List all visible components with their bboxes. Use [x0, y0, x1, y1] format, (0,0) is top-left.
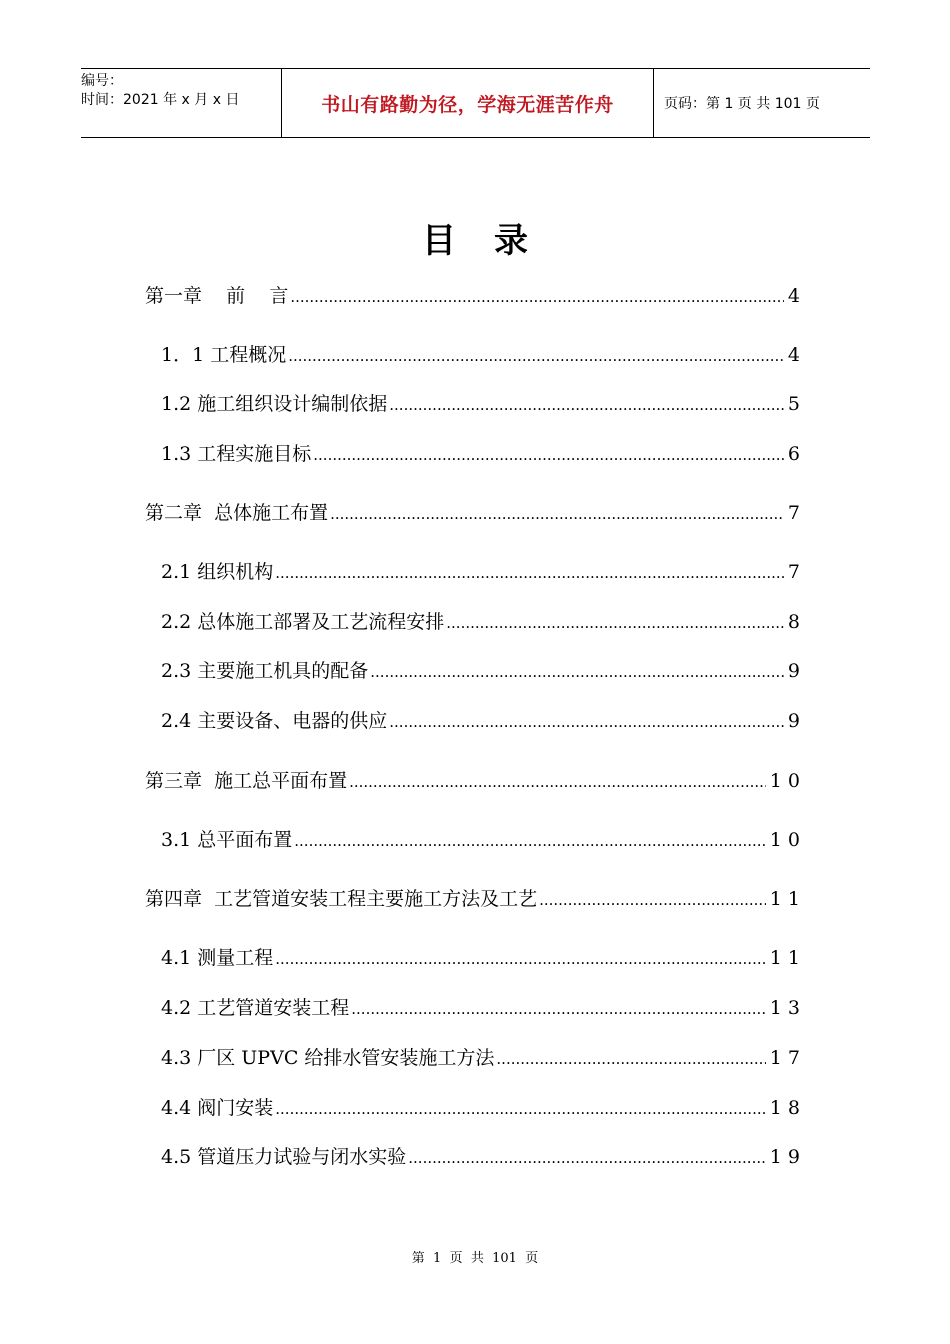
- toc-entry-label: 第三章 施工总平面布置: [145, 770, 348, 792]
- toc-entry-page: 1 1: [769, 947, 800, 969]
- toc-entry[interactable]: [161, 340, 800, 368]
- toc-entry-page: 6: [787, 443, 800, 465]
- toc-leader-dots: [290, 288, 784, 306]
- toc-leader-dots: [275, 564, 784, 582]
- toc-entry-label: 4.3 厂区 UPVC 给排水管安装施工方法: [161, 1047, 495, 1069]
- toc-entry[interactable]: [161, 607, 800, 635]
- toc-entry-page: 8: [787, 611, 800, 633]
- toc-entry[interactable]: [161, 557, 800, 585]
- toc-leader-dots: [408, 1149, 766, 1167]
- toc-entry[interactable]: [161, 1093, 800, 1121]
- toc-leader-dots: [288, 347, 784, 365]
- toc-entry-page: 1 1: [769, 888, 800, 910]
- toc-entry-page: 4: [787, 285, 800, 307]
- toc-entry-label: 3.1 总平面布置: [161, 829, 293, 851]
- toc-entry[interactable]: [145, 498, 800, 526]
- toc-entry-label: 4.5 管道压力试验与闭水实验: [161, 1146, 407, 1168]
- header-page-info: 页码：第 1 页 共 101 页: [664, 96, 820, 112]
- toc-entry-label: 1.3 工程实施目标: [161, 443, 312, 465]
- toc-entry-page: 9: [787, 660, 800, 682]
- document-number-label: 编号：: [81, 73, 123, 89]
- toc-leader-dots: [389, 396, 784, 414]
- toc-leader-dots: [313, 446, 784, 464]
- document-time-label: 时间：2021 年 x 月 x 日: [81, 92, 240, 108]
- toc-entry[interactable]: [161, 439, 800, 467]
- header-motto: 书山有路勤为径，学海无涯苦作舟: [321, 93, 614, 116]
- toc-entry-label: 2.4 主要设备、电器的供应: [161, 710, 388, 732]
- toc-leader-dots: [446, 614, 784, 632]
- toc-leader-dots: [389, 713, 784, 731]
- toc-entry-page: 5: [787, 393, 800, 415]
- toc-entry-label: 2.2 总体施工部署及工艺流程安排: [161, 611, 445, 633]
- toc-leader-dots: [496, 1050, 765, 1068]
- toc-entry-label: 2.3 主要施工机具的配备: [161, 660, 369, 682]
- toc-entry-page: 1 9: [769, 1146, 800, 1168]
- toc-entry-label: 4.4 阀门安装: [161, 1097, 274, 1119]
- toc-leader-dots: [275, 1100, 766, 1118]
- toc-entry-page: 7: [787, 502, 800, 524]
- toc-entry-label: 第四章 工艺管道安装工程主要施工方法及工艺: [145, 888, 538, 910]
- toc-entry-page: 1 8: [769, 1097, 800, 1119]
- toc-leader-dots: [294, 832, 766, 850]
- toc-entry[interactable]: [161, 825, 800, 853]
- toc-entry-label: 2.1 组织机构: [161, 561, 274, 583]
- toc-leader-dots: [349, 773, 766, 791]
- toc-entry[interactable]: [161, 1142, 800, 1170]
- toc-entry-page: 1 0: [769, 770, 800, 792]
- toc-entry-label: 第一章 前 言: [145, 285, 289, 307]
- header-motto-cell: [281, 69, 654, 137]
- toc-entry-page: 9: [787, 710, 800, 732]
- toc-entry[interactable]: [161, 993, 800, 1021]
- toc-entry-page: 1 0: [769, 829, 800, 851]
- toc-leader-dots: [275, 950, 766, 968]
- toc-entry-page: 1 3: [769, 997, 800, 1019]
- toc-leader-dots: [370, 663, 784, 681]
- page-header: [81, 68, 870, 138]
- toc-entry[interactable]: [145, 884, 800, 912]
- toc-entry-label: 4.2 工艺管道安装工程: [161, 997, 350, 1019]
- page-title: 目录: [422, 221, 566, 261]
- toc-entry[interactable]: [145, 766, 800, 794]
- toc-leader-dots: [330, 505, 784, 523]
- toc-leader-dots: [351, 1000, 766, 1018]
- toc-entry[interactable]: [161, 389, 800, 417]
- toc-entry[interactable]: [161, 656, 800, 684]
- page-footer: 第 1 页 共 101 页: [411, 1251, 539, 1266]
- toc-entry-page: 1 7: [769, 1047, 800, 1069]
- toc-entry-label: 第二章 总体施工布置: [145, 502, 329, 524]
- toc-entry[interactable]: [161, 943, 800, 971]
- toc-entry-label: 1.2 施工组织设计编制依据: [161, 393, 388, 415]
- header-meta: [81, 69, 281, 137]
- toc-entry[interactable]: [145, 281, 800, 309]
- toc-entry-page: 7: [787, 561, 800, 583]
- toc-entry-label: 1．1 工程概况: [161, 344, 287, 366]
- toc-entry[interactable]: [161, 706, 800, 734]
- toc-entry-label: 4.1 测量工程: [161, 947, 274, 969]
- toc-entry[interactable]: [161, 1043, 800, 1071]
- toc-entry-page: 4: [787, 344, 800, 366]
- toc-leader-dots: [539, 891, 766, 909]
